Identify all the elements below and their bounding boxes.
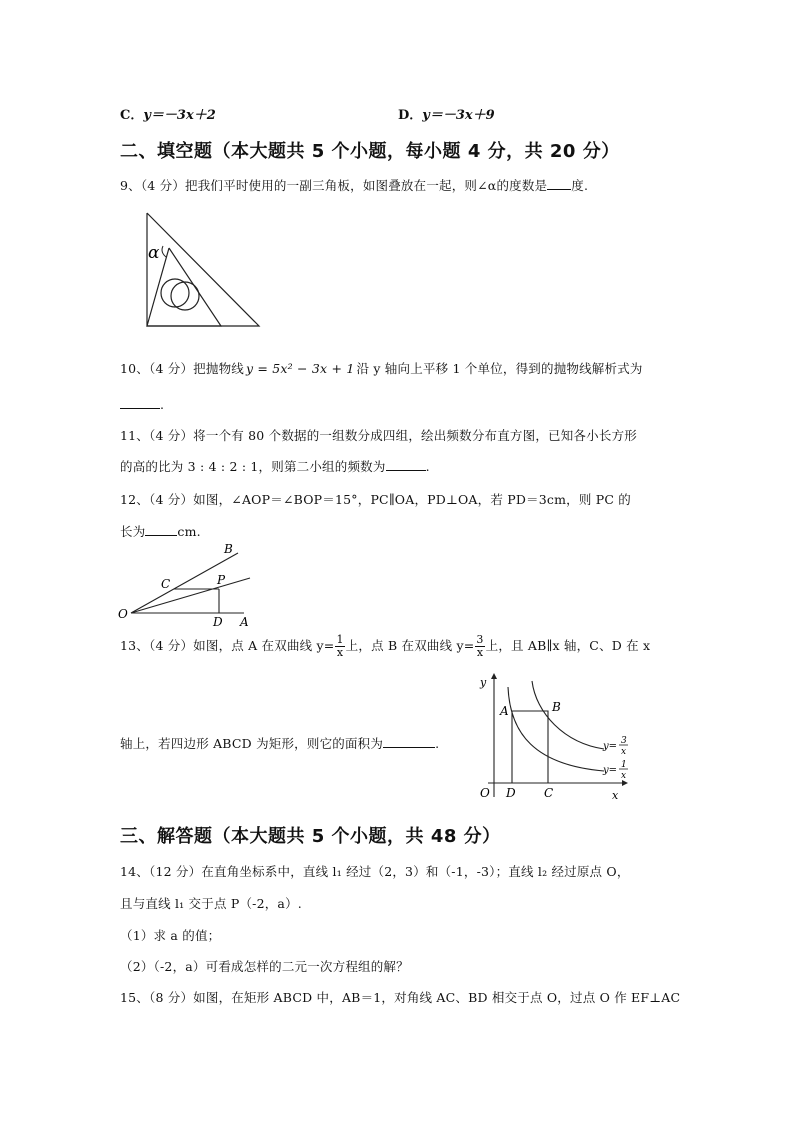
q9-answer-blank[interactable] [547,177,571,190]
q13-fraction-1-denominator: x [336,646,344,659]
q15-line-1: 15、（8 分）如图，在矩形 ABCD 中，AB＝1，对角线 AC、BD 相交于点 O，过点 O 作 EF⊥AC [120,990,681,1005]
option-d [398,104,495,123]
curve-y-3-over-x [532,681,604,749]
curve-3-label-y: y= [603,741,618,752]
q10-suffix: 沿 y 轴向上平移 1 个单位，得到的抛物线解析式为 [356,361,643,376]
q13-part-1: 13、（4 分）如图，点 A 在双曲线 y= [120,638,335,653]
q13-fraction-2-numerator: 3 [476,633,484,646]
option-d-label: D． [398,108,423,123]
label-b: B [552,700,561,714]
q12-line-2-prefix: 长为 [120,524,146,539]
y-axis-arrow [491,673,497,679]
q13-tail: . [435,736,440,751]
q12-answer-blank[interactable] [145,523,177,536]
q14-subquestion-1: （1）求 a 的值； [120,928,221,943]
section-2-title: 二、填空题（本大题共 5 个小题，每小题 4 分，共 20 分） [120,141,620,162]
large-triangle [147,213,259,326]
label-b: B [224,542,233,556]
q14-line-2: 且与直线 l₁ 交于点 P（-2，a）. [120,896,302,911]
q13-part-2: 上，点 B 在双曲线 y= [345,638,475,653]
q11-line-1: 11、（4 分）将一个有 80 个数据的一组数分成四组，绘出频数分布直方图，已知各小长方形 [120,428,637,443]
ray-op [131,578,250,613]
circle-left [161,279,189,307]
label-p: P [217,573,226,587]
question-9 [120,176,588,194]
q11-line-2 [120,457,430,475]
section-3-title: 三、解答题（本大题共 5 个小题，共 48 分） [120,826,501,847]
option-d-equation: y＝－3x＋9 [422,108,495,123]
angle-arc [162,246,166,257]
q13-fraction-1 [335,634,344,659]
q10-answer-blank[interactable] [120,396,160,409]
q14-line-1: 14、（12 分）在直角坐标系中，直线 l₁ 经过（2，3）和（-1，-3）；直线 l₂ 经过原点 O， [120,864,630,879]
q12-angle-figure [114,538,259,630]
q10-prefix: 10、（4 分）把抛物线 [120,361,244,376]
question-10 [120,359,643,377]
curve-1-label-num: 1 [621,760,627,770]
q13-line-2-prefix: 轴上，若四边形 ABCD 为矩形，则它的面积为 [120,736,384,751]
q9-triangles-figure [138,208,263,332]
curve-1-label-den: x [621,771,627,781]
q10-formula: y = 5x² − 3x + 1 [245,361,355,376]
label-a: A [500,704,509,718]
q13-line-2 [120,734,439,752]
q13-part-3: 上，且 AB∥x 轴，C、D 在 x [485,638,651,653]
circle-right [171,282,199,310]
q13-fraction-2-denominator: x [476,646,484,659]
q13-answer-blank[interactable] [383,735,435,748]
q12-line-1: 12、（4 分）如图，∠AOP＝∠BOP＝15°，PC∥OA，PD⊥OA，若 PD＝3cm，则 PC 的 [120,492,631,507]
q13-hyperbola-figure [474,673,634,805]
label-c: C [161,577,171,591]
label-x-axis: x [612,789,619,802]
q9-tail: 度. [571,178,589,193]
q13-fraction-1-numerator: 1 [336,633,344,646]
label-a: A [240,615,249,629]
q11-answer-blank[interactable] [386,458,426,471]
option-c [120,104,216,123]
q11-line-2-prefix: 的高的比为 3 : 4 : 2 : 1，则第二小组的频数为 [120,459,386,474]
q12-tail: cm. [177,524,201,539]
label-o: O [480,786,490,800]
label-d: D [213,615,223,629]
label-d: D [506,786,516,800]
q9-text: 9、（4 分）把我们平时使用的一副三角板，如图叠放在一起，则∠α的度数是 [120,178,548,193]
curve-3-label-den: x [621,747,627,757]
option-c-equation: y＝－3x＋2 [143,108,216,123]
q11-tail: . [425,459,430,474]
rectangle-abcd [512,711,548,783]
q13-line-1 [120,634,650,659]
option-c-label: C． [120,108,144,123]
label-y-axis: y [480,676,487,689]
curve-1-label-y: y= [603,765,618,776]
label-c: C [544,786,554,800]
alpha-label: α [148,243,160,263]
q13-fraction-2 [475,634,484,659]
q14-subquestion-2: （2）（-2，a）可看成怎样的二元一次方程组的解？ [120,959,409,974]
curve-3-label-num: 3 [621,736,627,746]
q10-tail: . [160,397,165,412]
q10-answer-line [120,396,164,412]
label-o: O [118,607,128,621]
